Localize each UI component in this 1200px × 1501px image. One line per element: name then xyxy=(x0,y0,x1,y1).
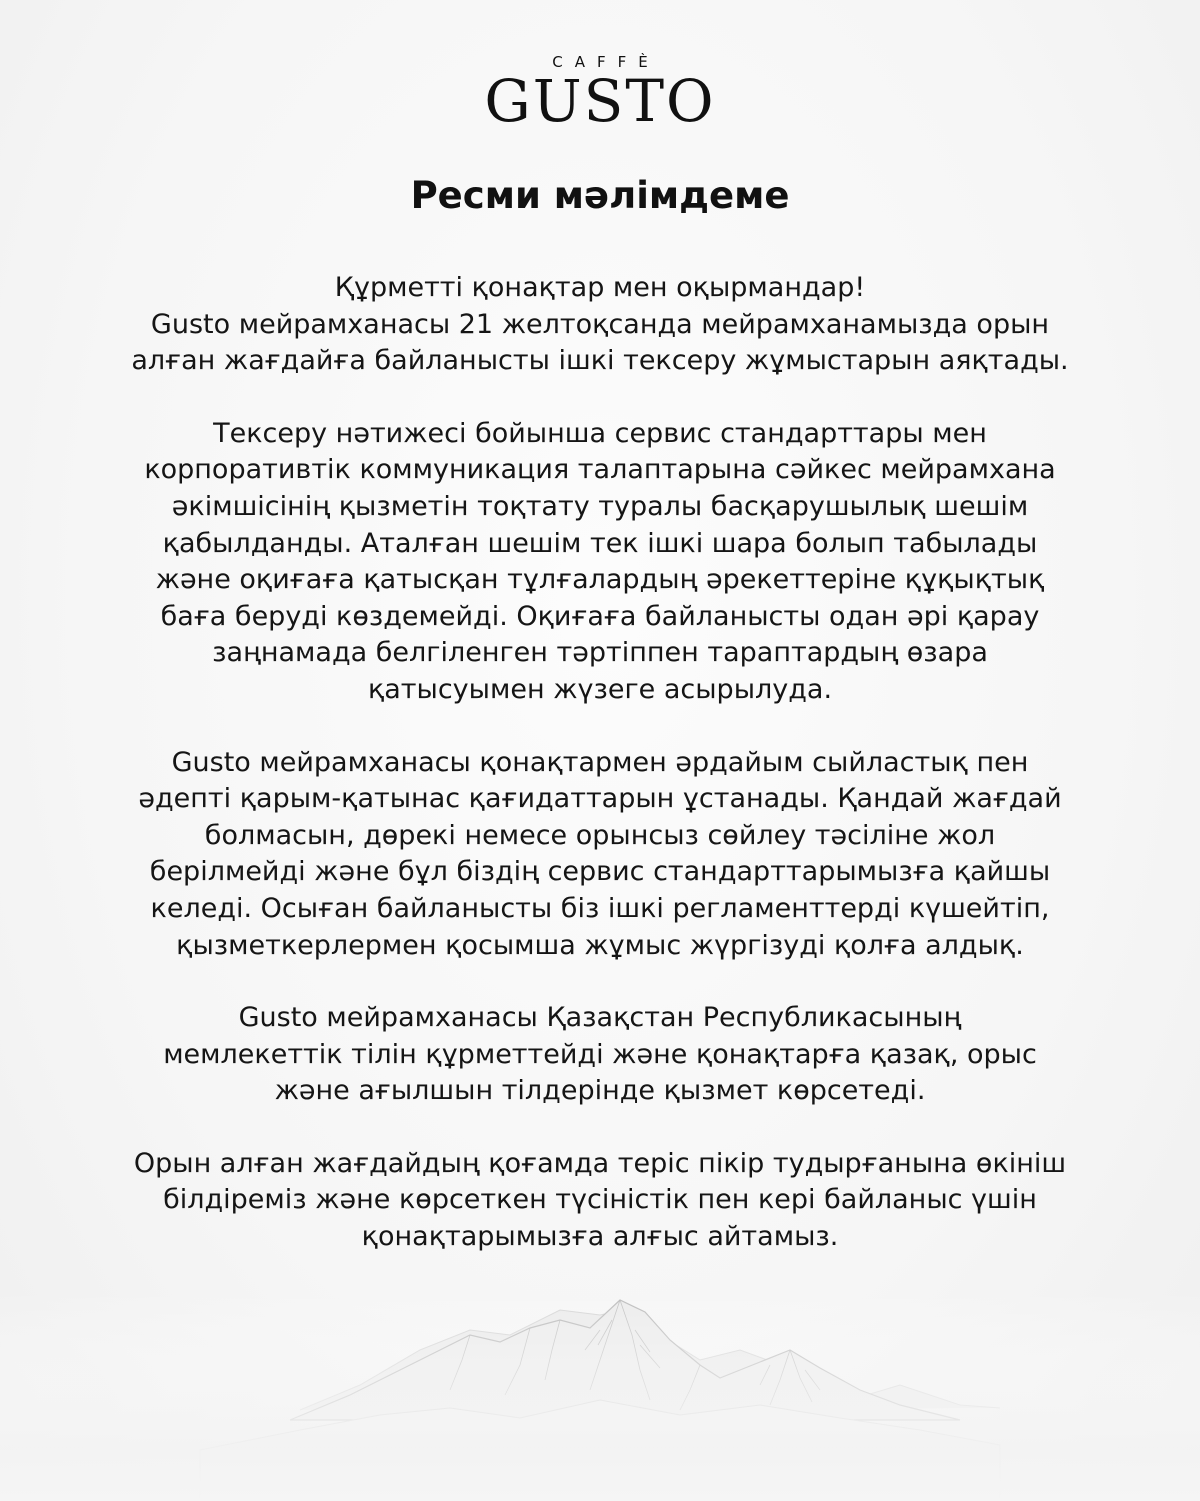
text-line: қонақтарымызға алғыс айтамыз. xyxy=(361,1221,839,1253)
text-line: баға беруді көздемейді. Оқиғаға байланысты одан әрі қарау xyxy=(160,600,1040,632)
text-line: Тексеру нәтижесі бойынша сервис стандарттары мен xyxy=(213,417,987,449)
mountains-illustration xyxy=(0,1290,1200,1501)
logo-gusto-text: GUSTO xyxy=(484,67,716,135)
text-line: қабылданды. Аталған шешім тек ішкі шара болып табылады xyxy=(162,527,1038,559)
paragraph-principles xyxy=(60,745,1140,965)
logo-caffe-text: CAFFÈ xyxy=(552,53,660,71)
text-line: мемлекеттік тілін құрметтейді және қонақтарға қазақ, орыс xyxy=(163,1038,1037,1070)
text-line: және ағылшын тілдерінде қызмет көрсетеді. xyxy=(274,1075,926,1107)
text-line: Орын алған жағдайдың қоғамда теріс пікір тудырғанына өкініш xyxy=(133,1147,1067,1179)
paragraph-languages xyxy=(60,1000,1140,1110)
text-line: және оқиғаға қатысқан тұлғалардың әрекеттеріне құқықтық xyxy=(155,564,1045,596)
text-line: Gusto мейрамханасы Қазақстан Республикасының xyxy=(238,1002,962,1034)
statement-body xyxy=(60,270,1140,1292)
text-line: Gusto мейрамханасы қонақтармен әрдайым сыйластық пен xyxy=(171,746,1029,778)
paragraph-greeting xyxy=(60,270,1140,380)
text-line: алған жағдайға байланысты ішкі тексеру жұмыстарын аяқтады. xyxy=(131,345,1069,377)
text-line: білдіреміз және көрсеткен түсіністік пен кері байланыс үшін xyxy=(163,1184,1037,1216)
text-line: әкімшісінің қызметін тоқтату туралы басқарушылық шешім xyxy=(171,490,1029,522)
text-line: болмасын, дөрекі немесе орынсыз сөйлеу тәсіліне жол xyxy=(204,819,996,851)
text-line: корпоративтік коммуникация талаптарына сәйкес мейрамхана xyxy=(144,454,1056,486)
text-line: Құрметті қонақтар мен оқырмандар! xyxy=(334,272,866,303)
paragraph-apology xyxy=(60,1146,1140,1256)
page-title: Ресми мәлімдеме xyxy=(410,174,790,217)
text-line: әдепті қарым-қатынас қағидаттарын ұстанады. Қандай жағдай xyxy=(138,783,1062,815)
text-line: қызметкерлермен қосымша жұмыс жүргізуді қолға алдық. xyxy=(176,929,1024,961)
paragraph-decision xyxy=(60,416,1140,709)
caffe-gusto-logo xyxy=(0,52,1200,135)
text-line: заңнамада белгіленген тәртіппен тараптардың өзара xyxy=(212,637,988,669)
text-line: қатысуымен жүзеге асырылуда. xyxy=(367,673,833,705)
text-line: Gusto мейрамханасы 21 желтоқсанда мейрамханамызда орын xyxy=(150,308,1050,340)
text-line: келеді. Осыған байланысты біз ішкі регламенттерді күшейтіп, xyxy=(150,892,1050,924)
text-line: берілмейді және бұл біздің сервис стандарттарымызға қайшы xyxy=(149,856,1051,888)
